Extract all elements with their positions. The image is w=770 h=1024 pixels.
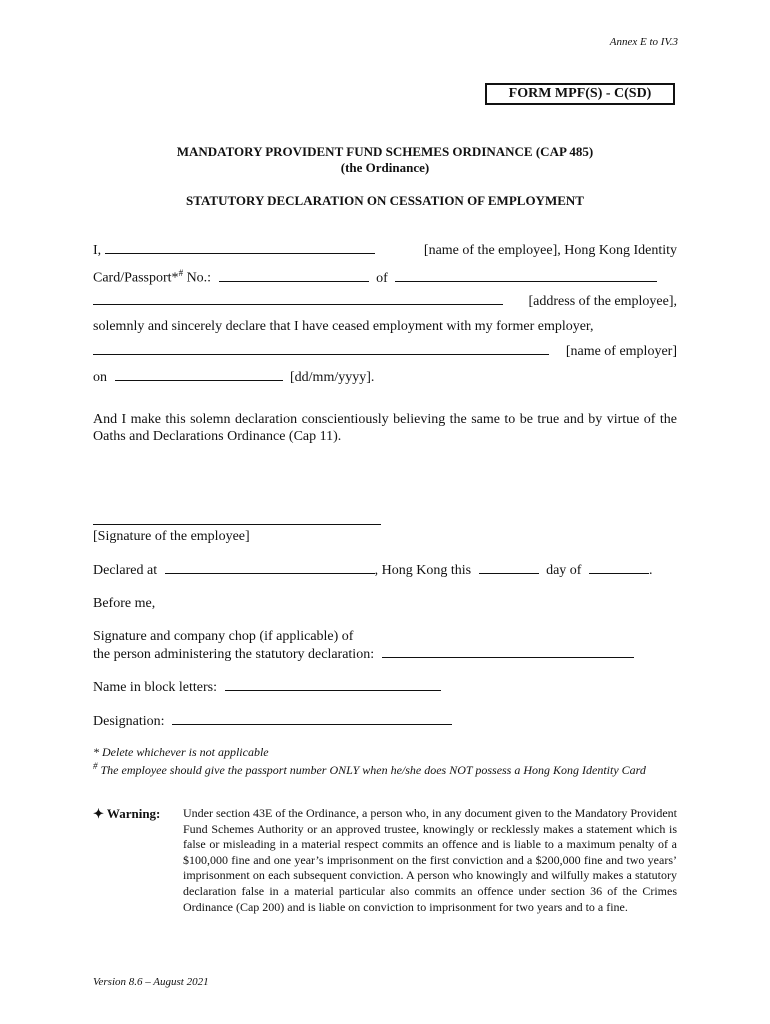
of-label: of (376, 270, 388, 286)
form-code-box (485, 83, 675, 105)
delete-note: * Delete whichever is not applicable (93, 745, 269, 759)
oath-paragraph: And I make this solemn declaration conscientiously believing the same to be true and by virtue of the Oaths and Declarations Ordinance (Cap 11). (93, 412, 677, 444)
chop-label-line-2 (93, 647, 677, 663)
employee-signature-line[interactable] (93, 524, 381, 525)
declaration-line-2 (93, 268, 677, 287)
id-number-field[interactable] (219, 280, 369, 282)
employee-signature-label: [Signature of the employee] (93, 529, 250, 544)
period: . (648, 563, 653, 578)
block-letters-line (93, 680, 677, 696)
warning-label: Warning (106, 806, 157, 821)
warning-colon: : (156, 806, 161, 821)
declaration-line-6 (93, 370, 677, 386)
employer-name-label: [name of employer] (565, 344, 677, 359)
designation-field[interactable] (172, 723, 452, 725)
declared-at-field[interactable] (165, 572, 375, 574)
declaration-line-1 (93, 243, 677, 259)
address-label: [address of the employee], (528, 294, 677, 309)
annex-reference: Annex E to IV.3 (609, 36, 678, 48)
administrator-signature-field[interactable] (382, 656, 634, 658)
address-field-1[interactable] (395, 280, 657, 282)
declaration-line-3 (93, 294, 677, 310)
hong-kong-this-label: , Hong Kong this (374, 563, 472, 578)
declaration-title: STATUTORY DECLARATION ON CESSATION OF EMPLOYMENT (186, 193, 584, 208)
employee-name-field[interactable] (105, 252, 375, 254)
version-footer: Version 8.6 – August 2021 (93, 976, 209, 988)
declared-at-line (93, 563, 677, 579)
warning-text: Under section 43E of the Ordinance, a person who, in any document given to the Mandatory Provident Fund Schemes Authority or an approved trustee, knowingly or recklessly makes a statement which is false or misleading in a material respect commits an offence and is liable to a maximum penalty of a $100,000 fine and one year’s imprisonment on the first conviction and a $200,000 fine and two years’ imprisonment on each subsequent conviction. A person who knowingly and wilfully makes a statutory declaration false in a material particular also commits an offence under section 36 of the Crimes Ordinance (Cap 200) and is liable on conviction to imprisonment for two years and to a fine. (183, 806, 677, 914)
declared-at-label: Declared at (93, 563, 158, 578)
day-field[interactable] (479, 572, 539, 574)
before-me-label: Before me, (93, 596, 156, 611)
passport-note-sup: # (93, 761, 98, 771)
card-passport-sup: # (178, 268, 184, 278)
chop-label-line-1: Signature and company chop (if applicable) of (93, 629, 354, 644)
address-field-2[interactable] (93, 303, 503, 305)
number-label: No.: (183, 270, 212, 286)
designation-line (93, 714, 677, 730)
solemnly-declare-text: solemnly and sincerely declare that I have ceased employment with my former employer, (93, 319, 594, 334)
block-letters-label: Name in block letters: (93, 680, 218, 695)
date-format-label: [dd/mm/yyyy]. (290, 370, 375, 385)
employer-name-field[interactable] (93, 353, 549, 355)
cessation-date-field[interactable] (115, 379, 283, 381)
administering-label: the person administering the statutory declaration: (93, 647, 375, 662)
employee-name-label: [name of the employee], Hong Kong Identity (423, 243, 677, 258)
card-passport-label: Card/Passport* (93, 270, 179, 286)
passport-note (93, 761, 677, 779)
four-point-star-icon: ✦ (93, 806, 104, 821)
block-letters-field[interactable] (225, 689, 441, 691)
day-of-label: day of (546, 563, 582, 578)
passport-note-text: The employee should give the passport number ONLY when he/she does NOT possess a Hong Kong Identity Card (97, 763, 646, 777)
form-code: FORM MPF(S) - C(SD) (508, 86, 652, 101)
ordinance-subtitle: (the Ordinance) (340, 160, 430, 175)
on-label: on (93, 370, 107, 385)
declaration-line-5 (93, 344, 677, 360)
warning-heading (93, 806, 160, 822)
i-label: I, (93, 243, 102, 258)
month-field[interactable] (589, 572, 649, 574)
ordinance-title: MANDATORY PROVIDENT FUND SCHEMES ORDINANCE (CAP 485) (176, 144, 594, 159)
designation-label: Designation: (93, 714, 165, 729)
